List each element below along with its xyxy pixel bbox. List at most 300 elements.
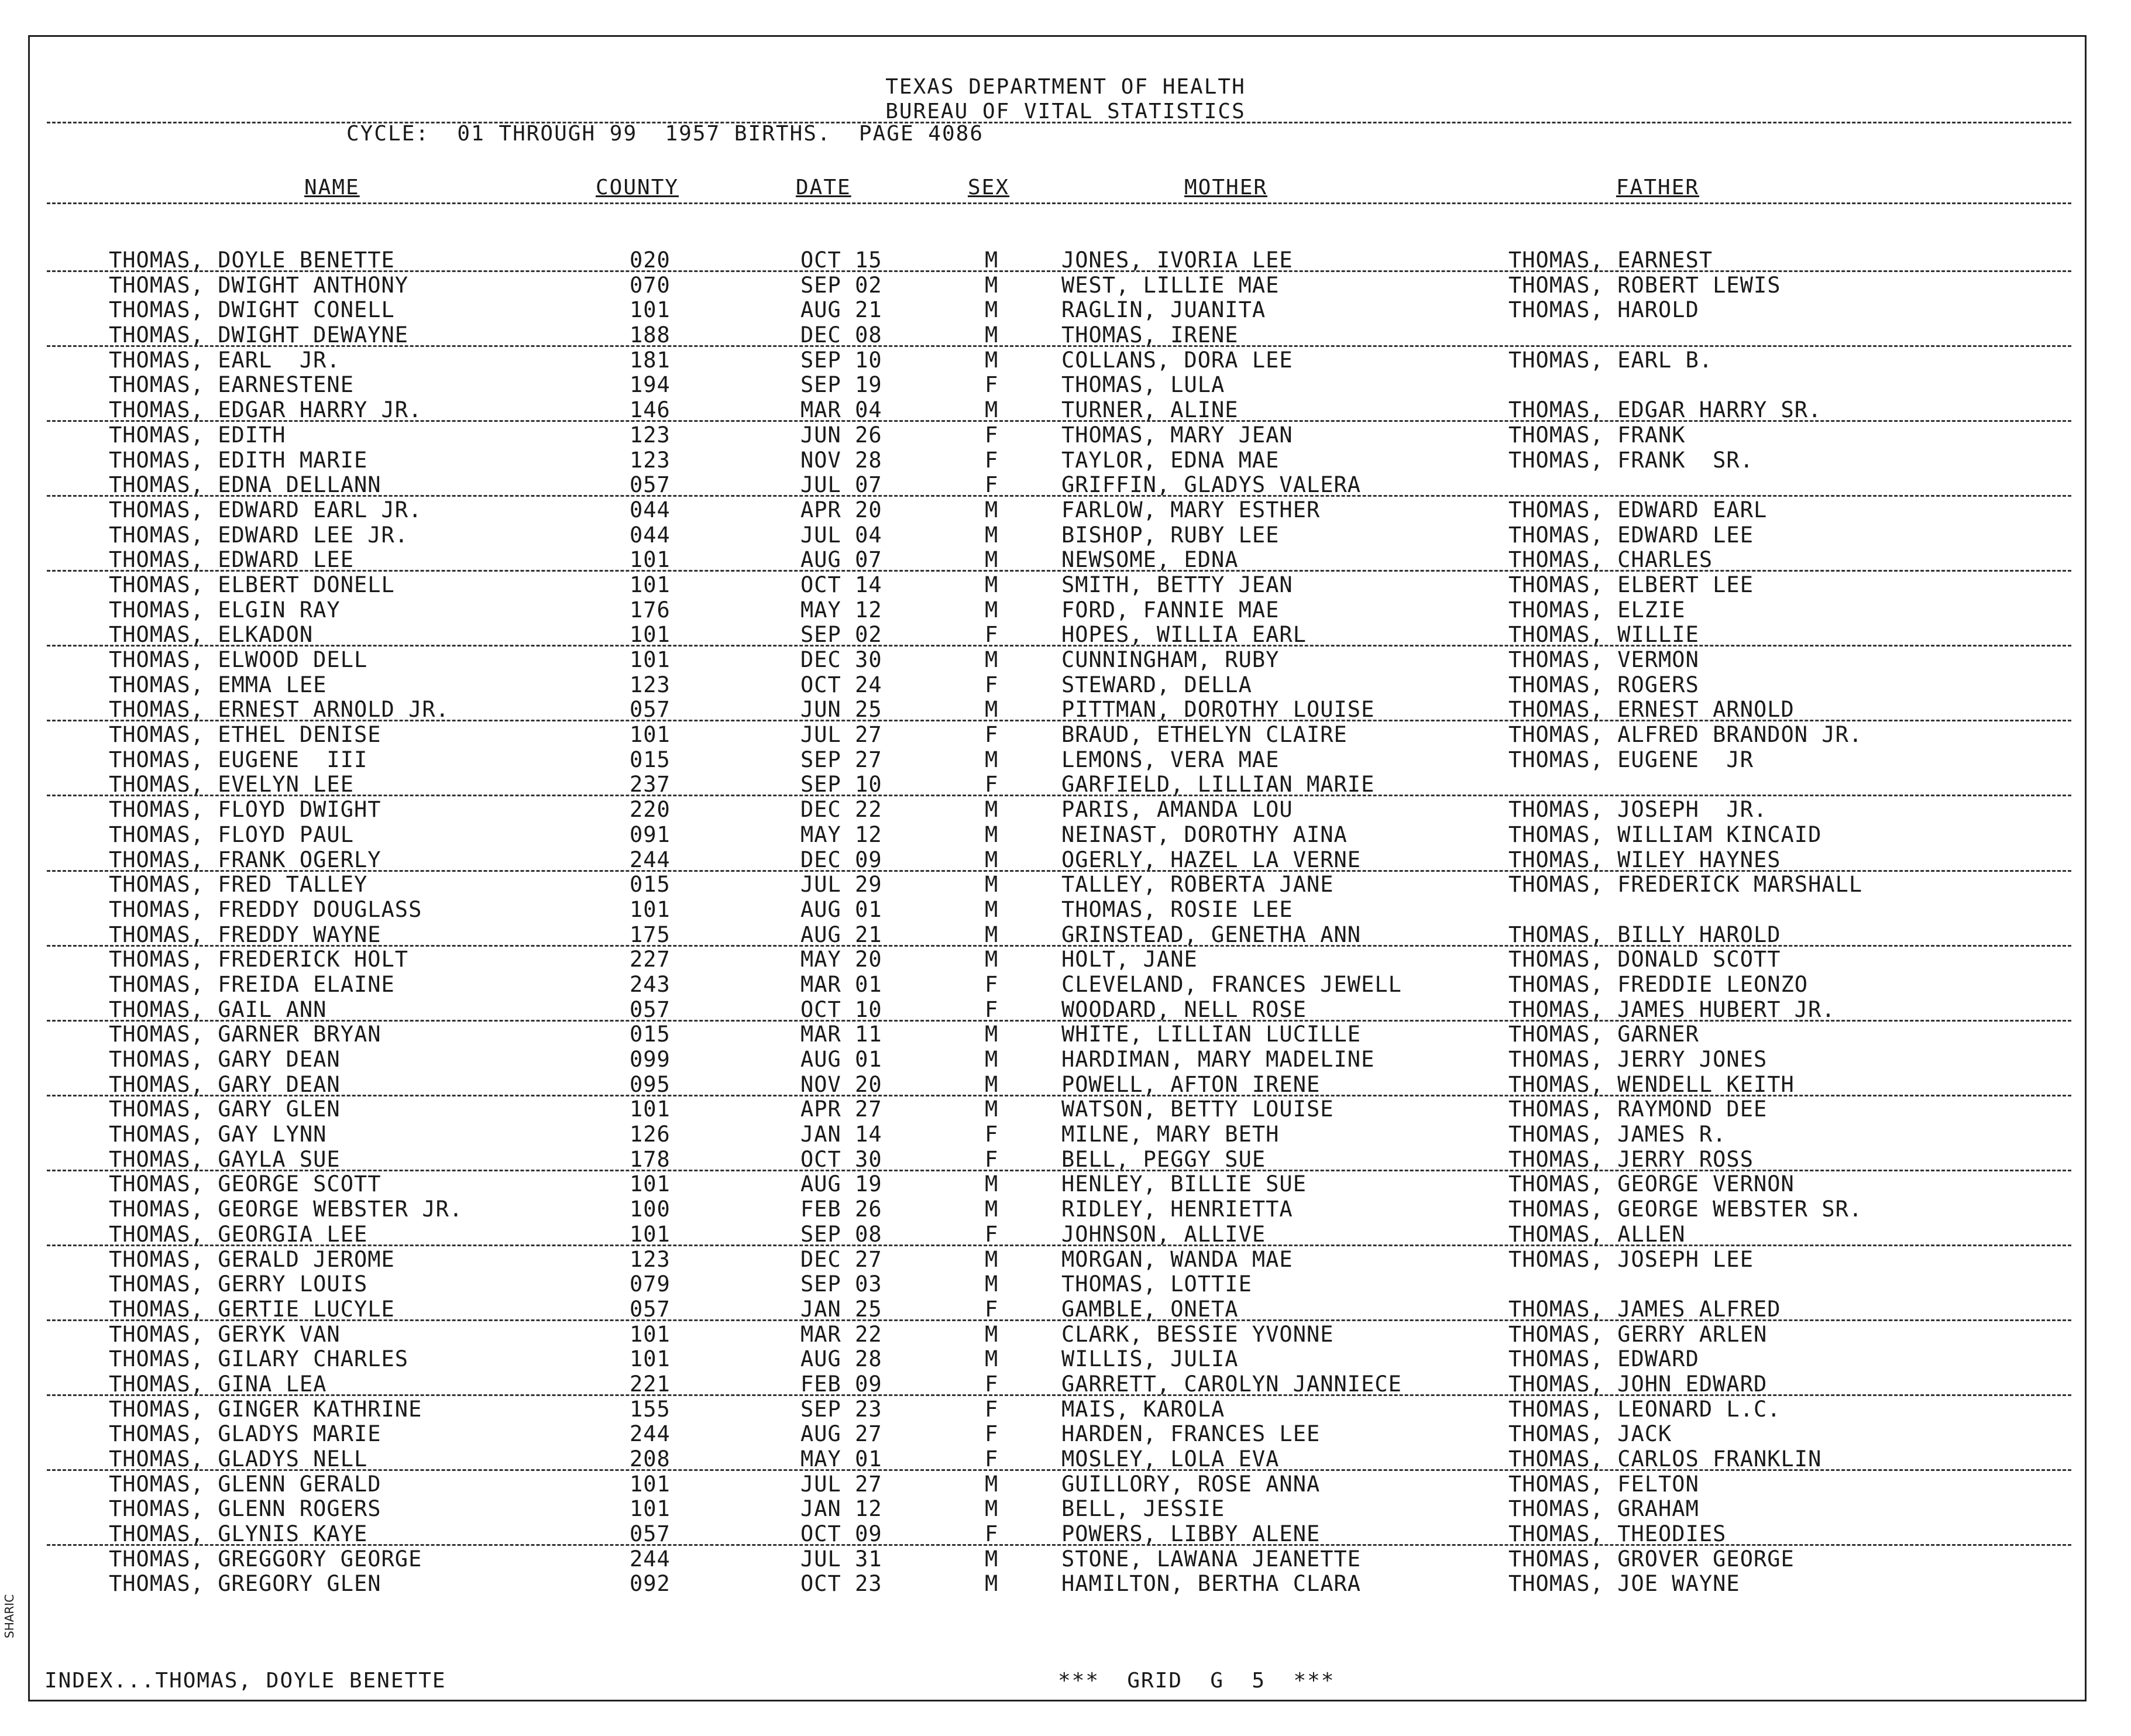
cell-mother: FORD, FANNIE MAE bbox=[1061, 597, 1280, 623]
table-row bbox=[0, 648, 2131, 673]
cell-father: THOMAS, GERRY ARLEN bbox=[1508, 1321, 1768, 1347]
cell-sex: M bbox=[985, 1496, 999, 1522]
cell-date: DEC 08 bbox=[800, 322, 882, 348]
cell-mother: TAYLOR, EDNA MAE bbox=[1061, 447, 1280, 473]
cell-father: THOMAS, FREDERICK MARSHALL bbox=[1508, 872, 1863, 898]
cell-sex: M bbox=[985, 597, 999, 623]
cell-father: THOMAS, EARNEST bbox=[1508, 247, 1713, 273]
cell-county: 181 bbox=[630, 347, 671, 373]
cell-sex: F bbox=[985, 971, 999, 997]
table-row bbox=[0, 248, 2131, 273]
cell-father: THOMAS, CHARLES bbox=[1508, 547, 1713, 573]
cell-mother: COLLANS, DORA LEE bbox=[1061, 347, 1293, 373]
table-row bbox=[0, 623, 2131, 648]
table-row bbox=[0, 1047, 2131, 1072]
cell-county: 099 bbox=[630, 1047, 671, 1072]
cell-county: 101 bbox=[630, 896, 671, 922]
cell-father: THOMAS, EDWARD bbox=[1508, 1346, 1699, 1372]
cell-date: NOV 20 bbox=[800, 1071, 882, 1097]
cell-sex: F bbox=[985, 1122, 999, 1147]
cell-father: THOMAS, FREDDIE LEONZO bbox=[1508, 971, 1809, 997]
cell-mother: CLARK, BESSIE YVONNE bbox=[1061, 1321, 1334, 1347]
table-row bbox=[0, 348, 2131, 373]
table-row bbox=[0, 1072, 2131, 1098]
cell-county: 126 bbox=[630, 1122, 671, 1147]
cell-date: AUG 19 bbox=[800, 1171, 882, 1197]
cell-father: THOMAS, GROVER GEORGE bbox=[1508, 1546, 1795, 1572]
cell-date: MAY 12 bbox=[800, 821, 882, 847]
table-row bbox=[0, 872, 2131, 898]
cell-mother: TURNER, ALINE bbox=[1061, 397, 1239, 423]
table-row bbox=[0, 1247, 2131, 1273]
table-row bbox=[0, 598, 2131, 623]
table-row bbox=[0, 498, 2131, 523]
cell-county: 057 bbox=[630, 1521, 671, 1547]
cell-mother: GARRETT, CAROLYN JANNIECE bbox=[1061, 1371, 1402, 1397]
cell-county: 079 bbox=[630, 1271, 671, 1297]
cell-date: SEP 10 bbox=[800, 347, 882, 373]
cell-mother: OGERLY, HAZEL LA VERNE bbox=[1061, 847, 1362, 872]
cell-mother: THOMAS, IRENE bbox=[1061, 322, 1239, 348]
cell-date: JUL 27 bbox=[800, 1471, 882, 1497]
cell-father: THOMAS, GEORGE VERNON bbox=[1508, 1171, 1795, 1197]
cell-county: 123 bbox=[630, 1246, 671, 1272]
cell-mother: LEMONS, VERA MAE bbox=[1061, 747, 1280, 772]
cell-sex: M bbox=[985, 522, 999, 548]
cell-sex: M bbox=[985, 272, 999, 298]
cell-date: JUN 26 bbox=[800, 422, 882, 448]
cell-father: THOMAS, FELTON bbox=[1508, 1471, 1699, 1497]
table-row bbox=[0, 848, 2131, 873]
cell-county: 101 bbox=[630, 722, 671, 748]
column-header-name: NAME bbox=[304, 176, 360, 200]
cell-mother: JONES, IVORIA LEE bbox=[1061, 247, 1293, 273]
cell-mother: MILNE, MARY BETH bbox=[1061, 1122, 1280, 1147]
cell-county: 101 bbox=[630, 547, 671, 573]
cell-county: 101 bbox=[630, 647, 671, 672]
table-row bbox=[0, 1322, 2131, 1347]
cell-name: THOMAS, GARNER BRYAN bbox=[109, 1022, 381, 1047]
cell-father: THOMAS, FRANK bbox=[1508, 422, 1686, 448]
cell-date: DEC 22 bbox=[800, 797, 882, 823]
cell-father: THOMAS, EDGAR HARRY SR. bbox=[1508, 397, 1822, 423]
cell-name: THOMAS, GERRY LOUIS bbox=[109, 1271, 368, 1297]
column-header-mother: MOTHER bbox=[1184, 176, 1268, 200]
cell-mother: HAMILTON, BERTHA CLARA bbox=[1061, 1571, 1362, 1597]
cell-name: THOMAS, EDWARD EARL JR. bbox=[109, 497, 422, 522]
column-header-rule bbox=[47, 202, 2071, 204]
cell-mother: POWERS, LIBBY ALENE bbox=[1061, 1521, 1321, 1547]
cell-father: THOMAS, WILLIAM KINCAID bbox=[1508, 821, 1822, 847]
cell-sex: F bbox=[985, 1221, 999, 1247]
cell-father: THOMAS, JERRY JONES bbox=[1508, 1047, 1768, 1072]
cell-father: THOMAS, ELZIE bbox=[1508, 597, 1686, 623]
cell-sex: M bbox=[985, 1471, 999, 1497]
cell-sex: F bbox=[985, 1446, 999, 1472]
cell-date: DEC 27 bbox=[800, 1246, 882, 1272]
cell-name: THOMAS, GLADYS NELL bbox=[109, 1446, 368, 1472]
cell-mother: HARDIMAN, MARY MADELINE bbox=[1061, 1047, 1375, 1072]
cell-county: 101 bbox=[630, 1171, 671, 1197]
cell-county: 123 bbox=[630, 447, 671, 473]
cell-name: THOMAS, EDWARD LEE bbox=[109, 547, 354, 573]
cell-county: 101 bbox=[630, 1321, 671, 1347]
cell-name: THOMAS, GREGGORY GEORGE bbox=[109, 1546, 422, 1572]
cell-name: THOMAS, FLOYD DWIGHT bbox=[109, 797, 381, 823]
cell-name: THOMAS, ELWOOD DELL bbox=[109, 647, 368, 672]
cell-sex: M bbox=[985, 1321, 999, 1347]
cell-sex: M bbox=[985, 847, 999, 872]
cell-county: 243 bbox=[630, 971, 671, 997]
cell-sex: M bbox=[985, 1096, 999, 1122]
cell-mother: WHITE, LILLIAN LUCILLE bbox=[1061, 1022, 1362, 1047]
cell-county: 015 bbox=[630, 872, 671, 898]
cell-name: THOMAS, GERTIE LUCYLE bbox=[109, 1296, 395, 1322]
cell-date: NOV 28 bbox=[800, 447, 882, 473]
cell-mother: HENLEY, BILLIE SUE bbox=[1061, 1171, 1307, 1197]
cell-mother: THOMAS, MARY JEAN bbox=[1061, 422, 1293, 448]
table-row bbox=[0, 972, 2131, 998]
cell-mother: GRINSTEAD, GENETHA ANN bbox=[1061, 922, 1362, 947]
cell-sex: M bbox=[985, 1071, 999, 1097]
cell-father: THOMAS, JERRY ROSS bbox=[1508, 1146, 1754, 1172]
cell-county: 095 bbox=[630, 1071, 671, 1097]
cell-father: THOMAS, EARL B. bbox=[1508, 347, 1713, 373]
cell-sex: M bbox=[985, 297, 999, 323]
cell-name: THOMAS, EMMA LEE bbox=[109, 672, 327, 697]
cell-county: 020 bbox=[630, 247, 671, 273]
table-row bbox=[0, 673, 2131, 698]
cell-date: JAN 14 bbox=[800, 1122, 882, 1147]
cell-father: THOMAS, HAROLD bbox=[1508, 297, 1699, 323]
cell-sex: M bbox=[985, 697, 999, 723]
table-row bbox=[0, 1572, 2131, 1597]
column-header-date: DATE bbox=[796, 176, 851, 200]
cell-name: THOMAS, EUGENE III bbox=[109, 747, 368, 772]
cell-sex: M bbox=[985, 896, 999, 922]
cell-father: THOMAS, EDWARD EARL bbox=[1508, 497, 1768, 522]
cell-father: THOMAS, CARLOS FRANKLIN bbox=[1508, 1446, 1822, 1472]
cell-date: AUG 21 bbox=[800, 297, 882, 323]
cell-sex: M bbox=[985, 647, 999, 672]
table-row bbox=[0, 998, 2131, 1023]
cell-sex: M bbox=[985, 1246, 999, 1272]
cell-name: THOMAS, DWIGHT DEWAYNE bbox=[109, 322, 409, 348]
cell-mother: PITTMAN, DOROTHY LOUISE bbox=[1061, 697, 1375, 723]
cell-date: APR 20 bbox=[800, 497, 882, 522]
cell-mother: HOLT, JANE bbox=[1061, 947, 1198, 972]
cell-name: THOMAS, GREGORY GLEN bbox=[109, 1571, 381, 1597]
cell-date: OCT 14 bbox=[800, 572, 882, 597]
cell-name: THOMAS, ETHEL DENISE bbox=[109, 722, 381, 748]
cell-father: THOMAS, LEONARD L.C. bbox=[1508, 1396, 1781, 1422]
cell-father: THOMAS, EUGENE JR bbox=[1508, 747, 1754, 772]
cell-name: THOMAS, GAY LYNN bbox=[109, 1122, 327, 1147]
cell-mother: STEWARD, DELLA bbox=[1061, 672, 1252, 697]
cell-county: 244 bbox=[630, 1546, 671, 1572]
cell-date: JUL 31 bbox=[800, 1546, 882, 1572]
cell-mother: STONE, LAWANA JEANETTE bbox=[1061, 1546, 1362, 1572]
cell-county: 101 bbox=[630, 622, 671, 648]
cell-father: THOMAS, JAMES HUBERT JR. bbox=[1508, 996, 1836, 1022]
table-row bbox=[0, 1147, 2131, 1173]
cell-date: APR 27 bbox=[800, 1096, 882, 1122]
cell-name: THOMAS, ELKADON bbox=[109, 622, 314, 648]
cell-name: THOMAS, FRED TALLEY bbox=[109, 872, 368, 898]
table-row bbox=[0, 1447, 2131, 1472]
cell-mother: RAGLIN, JUANITA bbox=[1061, 297, 1266, 323]
table-row bbox=[0, 1097, 2131, 1122]
cell-name: THOMAS, FRANK OGERLY bbox=[109, 847, 381, 872]
cell-county: 015 bbox=[630, 1022, 671, 1047]
cell-date: OCT 10 bbox=[800, 996, 882, 1022]
cell-sex: M bbox=[985, 247, 999, 273]
cell-sex: M bbox=[985, 547, 999, 573]
cell-county: 175 bbox=[630, 922, 671, 947]
cell-father: THOMAS, DONALD SCOTT bbox=[1508, 947, 1781, 972]
cell-name: THOMAS, EDGAR HARRY JR. bbox=[109, 397, 422, 423]
cell-county: 101 bbox=[630, 1346, 671, 1372]
table-row bbox=[0, 823, 2131, 848]
cell-date: SEP 02 bbox=[800, 272, 882, 298]
cell-sex: F bbox=[985, 722, 999, 748]
cell-sex: M bbox=[985, 947, 999, 972]
cell-county: 123 bbox=[630, 422, 671, 448]
cell-mother: RIDLEY, HENRIETTA bbox=[1061, 1197, 1293, 1222]
cell-sex: M bbox=[985, 1546, 999, 1572]
cell-mother: WOODARD, NELL ROSE bbox=[1061, 996, 1307, 1022]
cell-county: 220 bbox=[630, 797, 671, 823]
cell-county: 070 bbox=[630, 272, 671, 298]
cell-date: AUG 21 bbox=[800, 922, 882, 947]
cell-father: THOMAS, ERNEST ARNOLD bbox=[1508, 697, 1795, 723]
cell-father: THOMAS, JOHN EDWARD bbox=[1508, 1371, 1768, 1397]
side-label: SHARIC bbox=[2, 1594, 16, 1638]
cell-name: THOMAS, GLENN ROGERS bbox=[109, 1496, 381, 1522]
cell-county: 057 bbox=[630, 697, 671, 723]
cell-county: 015 bbox=[630, 747, 671, 772]
cell-mother: TALLEY, ROBERTA JANE bbox=[1061, 872, 1334, 898]
cell-sex: M bbox=[985, 1022, 999, 1047]
table-row bbox=[0, 947, 2131, 972]
cell-mother: THOMAS, LULA bbox=[1061, 372, 1225, 398]
cell-mother: MOSLEY, LOLA EVA bbox=[1061, 1446, 1280, 1472]
cell-sex: M bbox=[985, 1047, 999, 1072]
cell-name: THOMAS, FREIDA ELAINE bbox=[109, 971, 395, 997]
cell-name: THOMAS, DWIGHT ANTHONY bbox=[109, 272, 409, 298]
cell-sex: M bbox=[985, 872, 999, 898]
cell-name: THOMAS, EARNESTENE bbox=[109, 372, 354, 398]
cell-sex: F bbox=[985, 1371, 999, 1397]
cell-mother: WILLIS, JULIA bbox=[1061, 1346, 1239, 1372]
cell-date: AUG 07 bbox=[800, 547, 882, 573]
cell-name: THOMAS, EDWARD LEE JR. bbox=[109, 522, 409, 548]
cell-name: THOMAS, GILARY CHARLES bbox=[109, 1346, 409, 1372]
cell-sex: F bbox=[985, 472, 999, 498]
cell-father: THOMAS, THEODIES bbox=[1508, 1521, 1727, 1547]
table-row bbox=[0, 1522, 2131, 1547]
cell-sex: M bbox=[985, 397, 999, 423]
table-row bbox=[0, 448, 2131, 473]
cell-name: THOMAS, EVELYN LEE bbox=[109, 772, 354, 797]
cell-county: 194 bbox=[630, 372, 671, 398]
cell-name: THOMAS, GERYK VAN bbox=[109, 1321, 341, 1347]
cell-date: AUG 01 bbox=[800, 1047, 882, 1072]
cell-date: JUN 25 bbox=[800, 697, 882, 723]
table-row bbox=[0, 1022, 2131, 1047]
cell-sex: F bbox=[985, 1146, 999, 1172]
cell-name: THOMAS, GARY DEAN bbox=[109, 1047, 341, 1072]
table-row bbox=[0, 1197, 2131, 1222]
cell-father: THOMAS, JAMES ALFRED bbox=[1508, 1296, 1781, 1322]
cell-date: OCT 15 bbox=[800, 247, 882, 273]
cell-name: THOMAS, EDITH MARIE bbox=[109, 447, 368, 473]
cell-mother: CLEVELAND, FRANCES JEWELL bbox=[1061, 971, 1402, 997]
cell-sex: F bbox=[985, 996, 999, 1022]
cell-father: THOMAS, ROBERT LEWIS bbox=[1508, 272, 1781, 298]
cell-mother: FARLOW, MARY ESTHER bbox=[1061, 497, 1321, 522]
cell-date: MAY 20 bbox=[800, 947, 882, 972]
cell-county: 178 bbox=[630, 1146, 671, 1172]
cell-name: THOMAS, GEORGE SCOTT bbox=[109, 1171, 381, 1197]
cell-name: THOMAS, ELBERT DONELL bbox=[109, 572, 395, 597]
cell-county: 101 bbox=[630, 1471, 671, 1497]
cell-father: THOMAS, GARNER bbox=[1508, 1022, 1699, 1047]
cell-date: SEP 03 bbox=[800, 1271, 882, 1297]
cell-date: SEP 23 bbox=[800, 1396, 882, 1422]
cell-name: THOMAS, GLENN GERALD bbox=[109, 1471, 381, 1497]
cell-date: JUL 04 bbox=[800, 522, 882, 548]
cell-county: 101 bbox=[630, 1096, 671, 1122]
cell-mother: GRIFFIN, GLADYS VALERA bbox=[1061, 472, 1362, 498]
cell-mother: THOMAS, LOTTIE bbox=[1061, 1271, 1252, 1297]
cell-sex: M bbox=[985, 821, 999, 847]
table-row bbox=[0, 1422, 2131, 1447]
cell-mother: WEST, LILLIE MAE bbox=[1061, 272, 1280, 298]
cell-date: MAR 01 bbox=[800, 971, 882, 997]
cell-name: THOMAS, GLADYS MARIE bbox=[109, 1421, 381, 1447]
cell-sex: F bbox=[985, 772, 999, 797]
cell-sex: F bbox=[985, 1521, 999, 1547]
table-row bbox=[0, 898, 2131, 923]
cell-date: OCT 30 bbox=[800, 1146, 882, 1172]
cell-name: THOMAS, FREDDY WAYNE bbox=[109, 922, 381, 947]
cell-county: 244 bbox=[630, 847, 671, 872]
cell-name: THOMAS, GLYNIS KAYE bbox=[109, 1521, 368, 1547]
cell-county: 092 bbox=[630, 1571, 671, 1597]
cell-sex: M bbox=[985, 1171, 999, 1197]
cell-sex: F bbox=[985, 622, 999, 648]
cell-date: MAY 01 bbox=[800, 1446, 882, 1472]
cell-mother: HOPES, WILLIA EARL bbox=[1061, 622, 1307, 648]
cell-county: 044 bbox=[630, 497, 671, 522]
cell-date: MAR 11 bbox=[800, 1022, 882, 1047]
table-row bbox=[0, 1172, 2131, 1197]
table-row bbox=[0, 1497, 2131, 1522]
cell-mother: HARDEN, FRANCES LEE bbox=[1061, 1421, 1321, 1447]
cell-sex: F bbox=[985, 1421, 999, 1447]
cell-father: THOMAS, GRAHAM bbox=[1508, 1496, 1699, 1522]
cell-sex: F bbox=[985, 422, 999, 448]
cell-county: 123 bbox=[630, 672, 671, 697]
cycle-line: CYCLE: 01 THROUGH 99 1957 BIRTHS. PAGE 4086 bbox=[346, 122, 984, 146]
cell-county: 188 bbox=[630, 322, 671, 348]
cell-sex: M bbox=[985, 1571, 999, 1597]
cell-sex: F bbox=[985, 372, 999, 398]
table-row bbox=[0, 523, 2131, 548]
cell-sex: F bbox=[985, 1396, 999, 1422]
cell-name: THOMAS, FREDERICK HOLT bbox=[109, 947, 409, 972]
cell-name: THOMAS, EARL JR. bbox=[109, 347, 341, 373]
agency-title: TEXAS DEPARTMENT OF HEALTH bbox=[885, 75, 1246, 99]
cell-sex: M bbox=[985, 1197, 999, 1222]
table-row bbox=[0, 1347, 2131, 1372]
table-row bbox=[0, 797, 2131, 823]
table-row bbox=[0, 748, 2131, 773]
cell-name: THOMAS, GAIL ANN bbox=[109, 996, 327, 1022]
cell-sex: M bbox=[985, 497, 999, 522]
cell-name: THOMAS, GEORGE WEBSTER JR. bbox=[109, 1197, 463, 1222]
table-row bbox=[0, 1547, 2131, 1572]
table-row bbox=[0, 548, 2131, 573]
cell-mother: BRAUD, ETHELYN CLAIRE bbox=[1061, 722, 1348, 748]
table-row bbox=[0, 1272, 2131, 1297]
table-row bbox=[0, 723, 2131, 748]
table-row bbox=[0, 1397, 2131, 1422]
cell-county: 221 bbox=[630, 1371, 671, 1397]
cell-sex: M bbox=[985, 1271, 999, 1297]
cell-date: SEP 19 bbox=[800, 372, 882, 398]
cell-sex: M bbox=[985, 322, 999, 348]
cell-father: THOMAS, FRANK SR. bbox=[1508, 447, 1754, 473]
cell-name: THOMAS, DWIGHT CONELL bbox=[109, 297, 395, 323]
table-row bbox=[0, 273, 2131, 298]
cell-county: 101 bbox=[630, 572, 671, 597]
cell-father: THOMAS, RAYMOND DEE bbox=[1508, 1096, 1768, 1122]
cell-name: THOMAS, FLOYD PAUL bbox=[109, 821, 354, 847]
cell-date: MAY 12 bbox=[800, 597, 882, 623]
table-row bbox=[0, 923, 2131, 948]
cell-father: THOMAS, JAMES R. bbox=[1508, 1122, 1727, 1147]
cell-mother: NEWSOME, EDNA bbox=[1061, 547, 1239, 573]
cell-mother: CUNNINGHAM, RUBY bbox=[1061, 647, 1280, 672]
cell-mother: SMITH, BETTY JEAN bbox=[1061, 572, 1293, 597]
cell-date: DEC 30 bbox=[800, 647, 882, 672]
cell-county: 101 bbox=[630, 1221, 671, 1247]
cell-father: THOMAS, ELBERT LEE bbox=[1508, 572, 1754, 597]
cell-date: SEP 10 bbox=[800, 772, 882, 797]
table-row bbox=[0, 423, 2131, 448]
cell-county: 044 bbox=[630, 522, 671, 548]
cell-county: 146 bbox=[630, 397, 671, 423]
cell-mother: JOHNSON, ALLIVE bbox=[1061, 1221, 1266, 1247]
cell-county: 091 bbox=[630, 821, 671, 847]
cell-date: JUL 07 bbox=[800, 472, 882, 498]
cell-date: SEP 08 bbox=[800, 1221, 882, 1247]
cell-county: 244 bbox=[630, 1421, 671, 1447]
cell-county: 057 bbox=[630, 1296, 671, 1322]
cell-father: THOMAS, ALLEN bbox=[1508, 1221, 1686, 1247]
cell-sex: M bbox=[985, 797, 999, 823]
cell-date: DEC 09 bbox=[800, 847, 882, 872]
cell-mother: POWELL, AFTON IRENE bbox=[1061, 1071, 1321, 1097]
cell-date: MAR 22 bbox=[800, 1321, 882, 1347]
cell-date: JUL 27 bbox=[800, 722, 882, 748]
cell-father: THOMAS, JOE WAYNE bbox=[1508, 1571, 1740, 1597]
cell-name: THOMAS, ELGIN RAY bbox=[109, 597, 341, 623]
bureau-title: BUREAU OF VITAL STATISTICS bbox=[885, 99, 1246, 123]
column-header-sex: SEX bbox=[968, 176, 1010, 200]
